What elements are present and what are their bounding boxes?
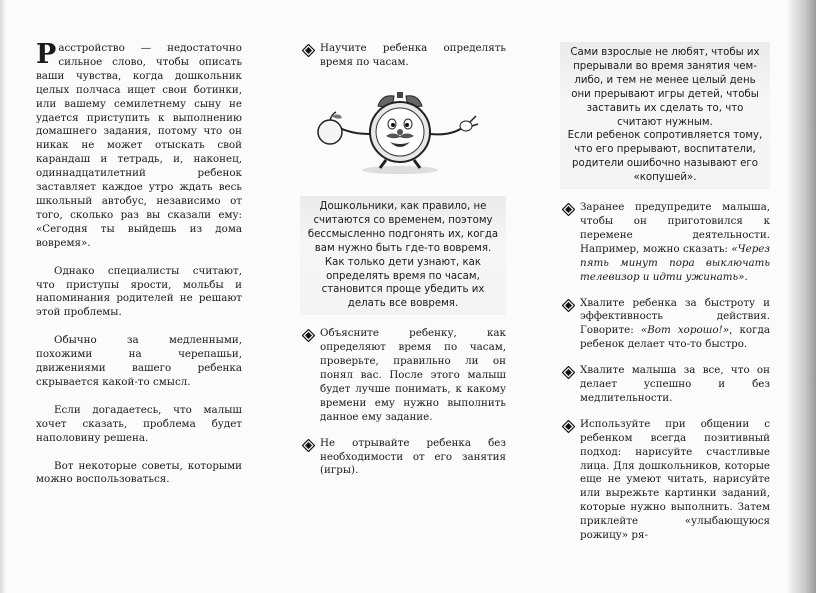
paragraph-advice-intro: Вот некоторые советы, которыми можно воспользоваться. (36, 459, 242, 486)
highlight-box-adults: Сами взрослые не любят, чтобы их прерывали во время занятия чем-либо, и тем не менее целый день они прерывают игры детей, чтобы заставить их сделать то, что считают нужным. Если ребенок сопротивляется тому, что его прерывают, воспитатели, родители ошибочно называют его «копушей». (560, 42, 770, 189)
column-right (560, 42, 770, 543)
paragraph-guess: Если догадаетесь, что малыш хочет сказать, проблема будет наполовину решена. (36, 403, 242, 444)
page-shadow (0, 0, 6, 593)
tip-positive-approach: Используйте при общении с ребенком всегда позитивный подход: нарисуйте счастливые лица. Для дошкольников, которые еще не умеют читать, нарисуйте или вырежьте картинки заданий, которые нужно выполнить. Затем приклейте «улыбающуюся рожицу» ря- (560, 418, 770, 543)
highlight-box-preschoolers: Дошкольники, как правило, не считаются со временем, поэтому бессмысленно подгонять их, когда вам нужно быть где-то вовремя. Как только дети узнают, как определять время по часам, становится проще убедить их делать все вовремя. (300, 196, 506, 315)
diamond-bullet-icon (562, 420, 575, 433)
diamond-bullet-icon (302, 44, 315, 57)
tip-praise-success: Хвалите малыша за все, что он делает успешно и без медлительности. (560, 364, 770, 406)
diamond-bullet-icon (302, 329, 315, 342)
tip-warn-in-advance: Заранее предупредите малыша, чтобы он приготовился к перемене деятельности. Например, можно сказать: «Через пять минут пора выключать телевизор и идти ужинать». (560, 201, 770, 284)
paragraph-slow-movements: Обычно за медленными, похожими на черепашьи, движениями вашего ребенка скрывается какой-то смысл. (36, 334, 242, 388)
page-edge (788, 0, 816, 593)
diamond-bullet-icon (302, 439, 315, 452)
intro-paragraph: Расстройство — недостаточно сильное слово, чтобы описать ваши чувства, когда дошкольник целых полчаса ищет свои ботинки, или вашему семилетнему сыну не удается приступить к выполнению домашнего задания, потому что он никак не может отыскать свой карандаш и тетрадь, и, наконец, одиннадцатилетний ребенок заставляет каждое утро ждать весь школьный автобус, независимо от того, сколько раз вы сказали ему: «Сегодня ты выйдешь из дома вовремя». (36, 39, 242, 249)
drop-cap: Р (36, 39, 57, 70)
column-left (36, 39, 242, 487)
diamond-bullet-icon (562, 299, 575, 312)
tip-dont-interrupt: Не отрывайте ребенка без необходимости от его занятия (игры). (300, 437, 506, 479)
paragraph-specialists: Однако специалисты считают, что приступы ярости, мольбы и напоминания родителей не решают этой проблемы. (36, 264, 242, 319)
tip-teach-clock: Научите ребенка определять время по часам. (300, 42, 506, 70)
column-middle (300, 42, 506, 70)
tip-praise-speed: Хвалите ребенка за быстроту и эффективность действия. Говорите: «Вот хорошо!», когда ребенок делает что-то быстро. (560, 297, 770, 353)
clock-character-illustration (300, 86, 500, 181)
tip-explain-clock: Объясните ребенку, как определяют время по часам, проверьте, правильно ли он понял вас. После этого малыш будет лучше понимать, к какому времени ему нужно выполнить данное ему задание. (300, 327, 506, 424)
diamond-bullet-icon (562, 366, 575, 379)
column-middle-lower (300, 196, 506, 478)
diamond-bullet-icon (562, 203, 575, 216)
